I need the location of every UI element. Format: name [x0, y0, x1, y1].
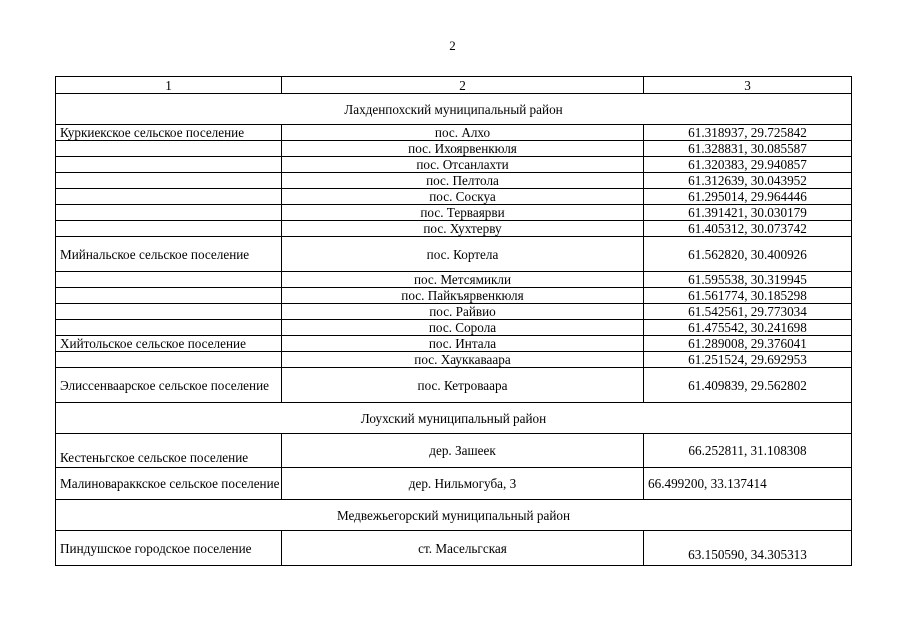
municipality-cell: Элиссенваарское сельское поселение — [56, 368, 282, 403]
settlement-cell: пос. Сорола — [282, 320, 644, 336]
settlement-cell: дер. Нильмогуба, 3 — [282, 468, 644, 500]
table-header-row — [56, 77, 852, 94]
coords-cell: 61.542561, 29.773034 — [644, 304, 852, 320]
table-row — [56, 237, 852, 272]
coords-cell: 61.409839, 29.562802 — [644, 368, 852, 403]
settlement-cell: пос. Хауккаваара — [282, 352, 644, 368]
municipality-cell — [56, 288, 282, 304]
section-title: Медвежьегорский муниципальный район — [56, 500, 852, 531]
settlement-cell: ст. Масельгская — [282, 531, 644, 566]
municipality-cell — [56, 352, 282, 368]
coords-cell: 61.405312, 30.073742 — [644, 221, 852, 237]
coords-cell: 61.318937, 29.725842 — [644, 125, 852, 141]
table-row — [56, 320, 852, 336]
table-row — [56, 173, 852, 189]
table-row — [56, 189, 852, 205]
municipality-cell: Пиндушское городское поселение — [56, 531, 282, 566]
municipality-cell — [56, 157, 282, 173]
coords-cell: 61.475542, 30.241698 — [644, 320, 852, 336]
municipality-cell — [56, 189, 282, 205]
header-col-2: 2 — [282, 77, 644, 94]
municipality-cell — [56, 272, 282, 288]
table-row — [56, 336, 852, 352]
coords-cell: 66.499200, 33.137414 — [644, 468, 852, 500]
municipality-cell: Хийтольское сельское поселение — [56, 336, 282, 352]
section-row — [56, 94, 852, 125]
coords-cell: 61.595538, 30.319945 — [644, 272, 852, 288]
section-row — [56, 403, 852, 434]
municipality-cell — [56, 304, 282, 320]
table-row — [56, 304, 852, 320]
settlement-cell: пос. Метсямикли — [282, 272, 644, 288]
coords-cell: 61.289008, 29.376041 — [644, 336, 852, 352]
coords-cell: 61.295014, 29.964446 — [644, 189, 852, 205]
municipality-cell — [56, 173, 282, 189]
coords-cell: 61.561774, 30.185298 — [644, 288, 852, 304]
coords-cell: 66.252811, 31.108308 — [644, 434, 852, 468]
table-row — [56, 288, 852, 304]
municipality-cell — [56, 141, 282, 157]
table-row — [56, 125, 852, 141]
table-row — [56, 205, 852, 221]
coords-cell: 61.562820, 30.400926 — [644, 237, 852, 272]
settlement-cell: пос. Алхо — [282, 125, 644, 141]
page-number: 2 — [449, 38, 456, 53]
settlement-cell: пос. Ихоярвенкюля — [282, 141, 644, 157]
coords-cell: 61.391421, 30.030179 — [644, 205, 852, 221]
settlement-cell: пос. Кортела — [282, 237, 644, 272]
settlement-cell: пос. Кетроваара — [282, 368, 644, 403]
municipality-cell — [56, 320, 282, 336]
settlement-cell: дер. Зашеек — [282, 434, 644, 468]
header-col-3: 3 — [644, 77, 852, 94]
table-row — [56, 531, 852, 566]
table-row — [56, 434, 852, 468]
coords-cell: 61.312639, 30.043952 — [644, 173, 852, 189]
municipality-cell — [56, 205, 282, 221]
settlement-cell: пос. Отсанлахти — [282, 157, 644, 173]
coords-cell: 63.150590, 34.305313 — [644, 531, 852, 566]
coords-cell: 61.320383, 29.940857 — [644, 157, 852, 173]
section-title: Лахденпохский муниципальный район — [56, 94, 852, 125]
settlement-cell: пос. Хухтерву — [282, 221, 644, 237]
municipality-cell: Малиновараккское сельское поселение — [56, 468, 282, 500]
section-title: Лоухский муниципальный район — [56, 403, 852, 434]
coords-cell: 61.251524, 29.692953 — [644, 352, 852, 368]
table-row — [56, 272, 852, 288]
settlement-cell: пос. Интала — [282, 336, 644, 352]
settlements-table — [55, 76, 852, 566]
table-row — [56, 221, 852, 237]
municipality-cell: Кестеньгское сельское поселение — [56, 434, 282, 468]
table-row — [56, 468, 852, 500]
coords-cell: 61.328831, 30.085587 — [644, 141, 852, 157]
table-row — [56, 141, 852, 157]
settlement-cell: пос. Пайкъярвенкюля — [282, 288, 644, 304]
municipality-cell: Мийнальское сельское поселение — [56, 237, 282, 272]
settlement-cell: пос. Пелтола — [282, 173, 644, 189]
settlement-cell: пос. Райвио — [282, 304, 644, 320]
settlement-cell: пос. Терваярви — [282, 205, 644, 221]
table-row — [56, 352, 852, 368]
municipality-cell: Куркиекское сельское поселение — [56, 125, 282, 141]
settlement-cell: пос. Соскуа — [282, 189, 644, 205]
header-col-1: 1 — [56, 77, 282, 94]
section-row — [56, 500, 852, 531]
table-row — [56, 157, 852, 173]
table-row — [56, 368, 852, 403]
municipality-cell — [56, 221, 282, 237]
